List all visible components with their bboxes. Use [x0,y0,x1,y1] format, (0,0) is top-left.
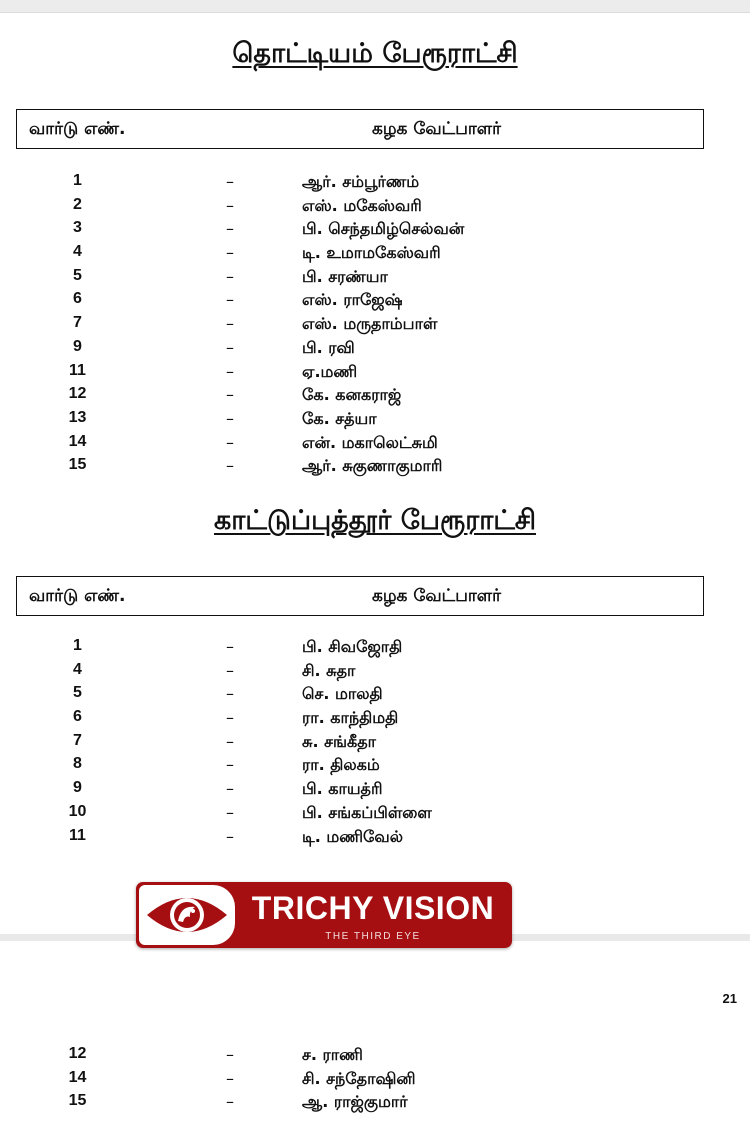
table-header-kattuputhur [16,576,704,616]
row-dash: – [226,802,234,822]
table-row [0,753,750,777]
table-row [0,383,750,407]
table-row [0,217,750,241]
candidate-list-thottiyam [0,170,750,478]
top-bar [0,0,750,13]
ward-number: 6 [73,708,82,726]
ward-number: 15 [68,456,87,474]
candidate-header: கழக வேட்பாளர் [372,119,501,139]
ward-number: 8 [73,755,82,773]
table-row [0,635,750,659]
candidate-name: எஸ். மகேஸ்வரி [302,195,422,215]
row-dash: – [226,1045,234,1064]
table-row [0,825,750,849]
ward-number: 14 [68,432,87,450]
row-dash: – [226,361,234,381]
ward-number: 2 [73,195,82,213]
ward-number: 12 [68,385,87,403]
candidate-name: சி. சந்தோஷினி [302,1068,416,1088]
row-dash: – [226,637,234,656]
row-dash: – [226,755,234,775]
candidate-list-kattuputhur-continued [0,1043,750,1114]
row-dash: – [226,219,234,239]
ward-number: 1 [73,637,82,654]
ward-number: 10 [68,802,87,820]
ward-number: 9 [73,337,82,355]
table-row [0,407,750,431]
ward-number: 14 [68,1068,87,1086]
candidate-list-kattuputhur [0,635,750,848]
ward-number: 7 [73,314,82,332]
table-row [0,312,750,336]
ward-number: 5 [73,684,82,702]
ward-number: 4 [73,243,82,261]
row-dash: – [226,708,234,728]
table-row [0,1090,750,1114]
candidate-header: கழக வேட்பாளர் [372,586,501,606]
ward-number: 12 [68,1045,87,1062]
trichy-vision-logo [136,882,512,948]
row-dash: – [226,290,234,310]
row-dash: – [226,195,234,215]
candidate-name: சு. சங்கீதா [302,731,376,751]
ward-number: 15 [68,1092,87,1110]
row-dash: – [226,1068,234,1088]
candidate-name: பி. செந்தமிழ்செல்வன் [302,219,465,239]
section-title-kattuputhur: காட்டுப்புத்தூர் பேரூராட்சி [214,505,536,536]
table-row [0,265,750,289]
table-row [0,706,750,730]
table-row [0,241,750,265]
candidate-name: எஸ். ராஜேஷ் [302,290,403,310]
candidate-name: பி. சரண்யா [302,266,388,286]
candidate-name: என். மகாலெட்சுமி [302,432,438,452]
section-title-thottiyam: தொட்டியம் பேரூராட்சி [232,38,518,69]
row-dash: – [226,1092,234,1112]
logo-eye-icon [139,885,235,945]
row-dash: – [226,385,234,405]
candidate-name: ரா. திலகம் [302,755,380,775]
table-row [0,431,750,455]
row-dash: – [226,684,234,704]
ward-number: 11 [69,826,86,844]
ward-number: 13 [68,408,87,426]
candidate-name: ச. ராணி [302,1045,363,1064]
logo-brand-text: TRICHY VISION [251,890,495,926]
candidate-name: டி. உமாமகேஸ்வரி [302,243,441,263]
table-row [0,288,750,312]
ward-number-header: வார்டு எண். [29,119,126,139]
table-row [0,170,750,194]
candidate-name: ஆர். சுகுணாகுமாரி [302,456,443,476]
candidate-name: எஸ். மருதாம்பாள் [302,314,438,334]
candidate-name: செ. மாலதி [302,684,383,704]
ward-number: 9 [73,779,82,797]
row-dash: – [226,172,234,191]
row-dash: – [226,779,234,799]
table-row [0,682,750,706]
row-dash: – [226,314,234,334]
candidate-name: ஆர். சம்பூர்ணம் [302,172,420,191]
table-row [0,194,750,218]
candidate-name: சி. சுதா [302,660,356,680]
table-row [0,659,750,683]
row-dash: – [226,456,234,476]
table-row [0,360,750,384]
page-number: 21 [722,991,737,1006]
row-dash: – [226,826,234,846]
ward-number: 7 [73,731,82,749]
ward-number: 3 [73,219,82,237]
ward-number: 11 [69,361,86,379]
logo-tagline: THE THIRD EYE [325,931,421,942]
table-row [0,777,750,801]
table-row [0,801,750,825]
ward-number: 6 [73,290,82,308]
row-dash: – [226,660,234,680]
table-row [0,730,750,754]
row-dash: – [226,731,234,751]
table-header-thottiyam [16,109,704,149]
ward-number: 1 [73,172,82,189]
row-dash: – [226,266,234,286]
candidate-name: ஆ. ராஜ்குமார் [302,1092,408,1112]
table-row [0,1043,750,1067]
candidate-name: பி. காயத்ரி [302,779,383,799]
candidate-name: பி. சிவஜோதி [302,637,403,656]
candidate-name: ஏ.மணி [302,361,358,381]
row-dash: – [226,432,234,452]
candidate-name: டி. மணிவேல் [302,826,404,846]
table-row [0,336,750,360]
candidate-name: ரா. காந்திமதி [302,708,399,728]
row-dash: – [226,337,234,357]
row-dash: – [226,243,234,263]
table-row [0,454,750,478]
ward-number-header: வார்டு எண். [29,586,126,606]
ward-number: 4 [73,660,82,678]
table-row [0,1067,750,1091]
candidate-name: கே. கனகராஜ் [302,385,402,405]
row-dash: – [226,408,234,428]
ward-number: 5 [73,266,82,284]
candidate-name: கே. சத்யா [302,408,377,428]
candidate-name: பி. ரவி [302,337,355,357]
candidate-name: பி. சங்கப்பிள்ளை [302,802,432,822]
